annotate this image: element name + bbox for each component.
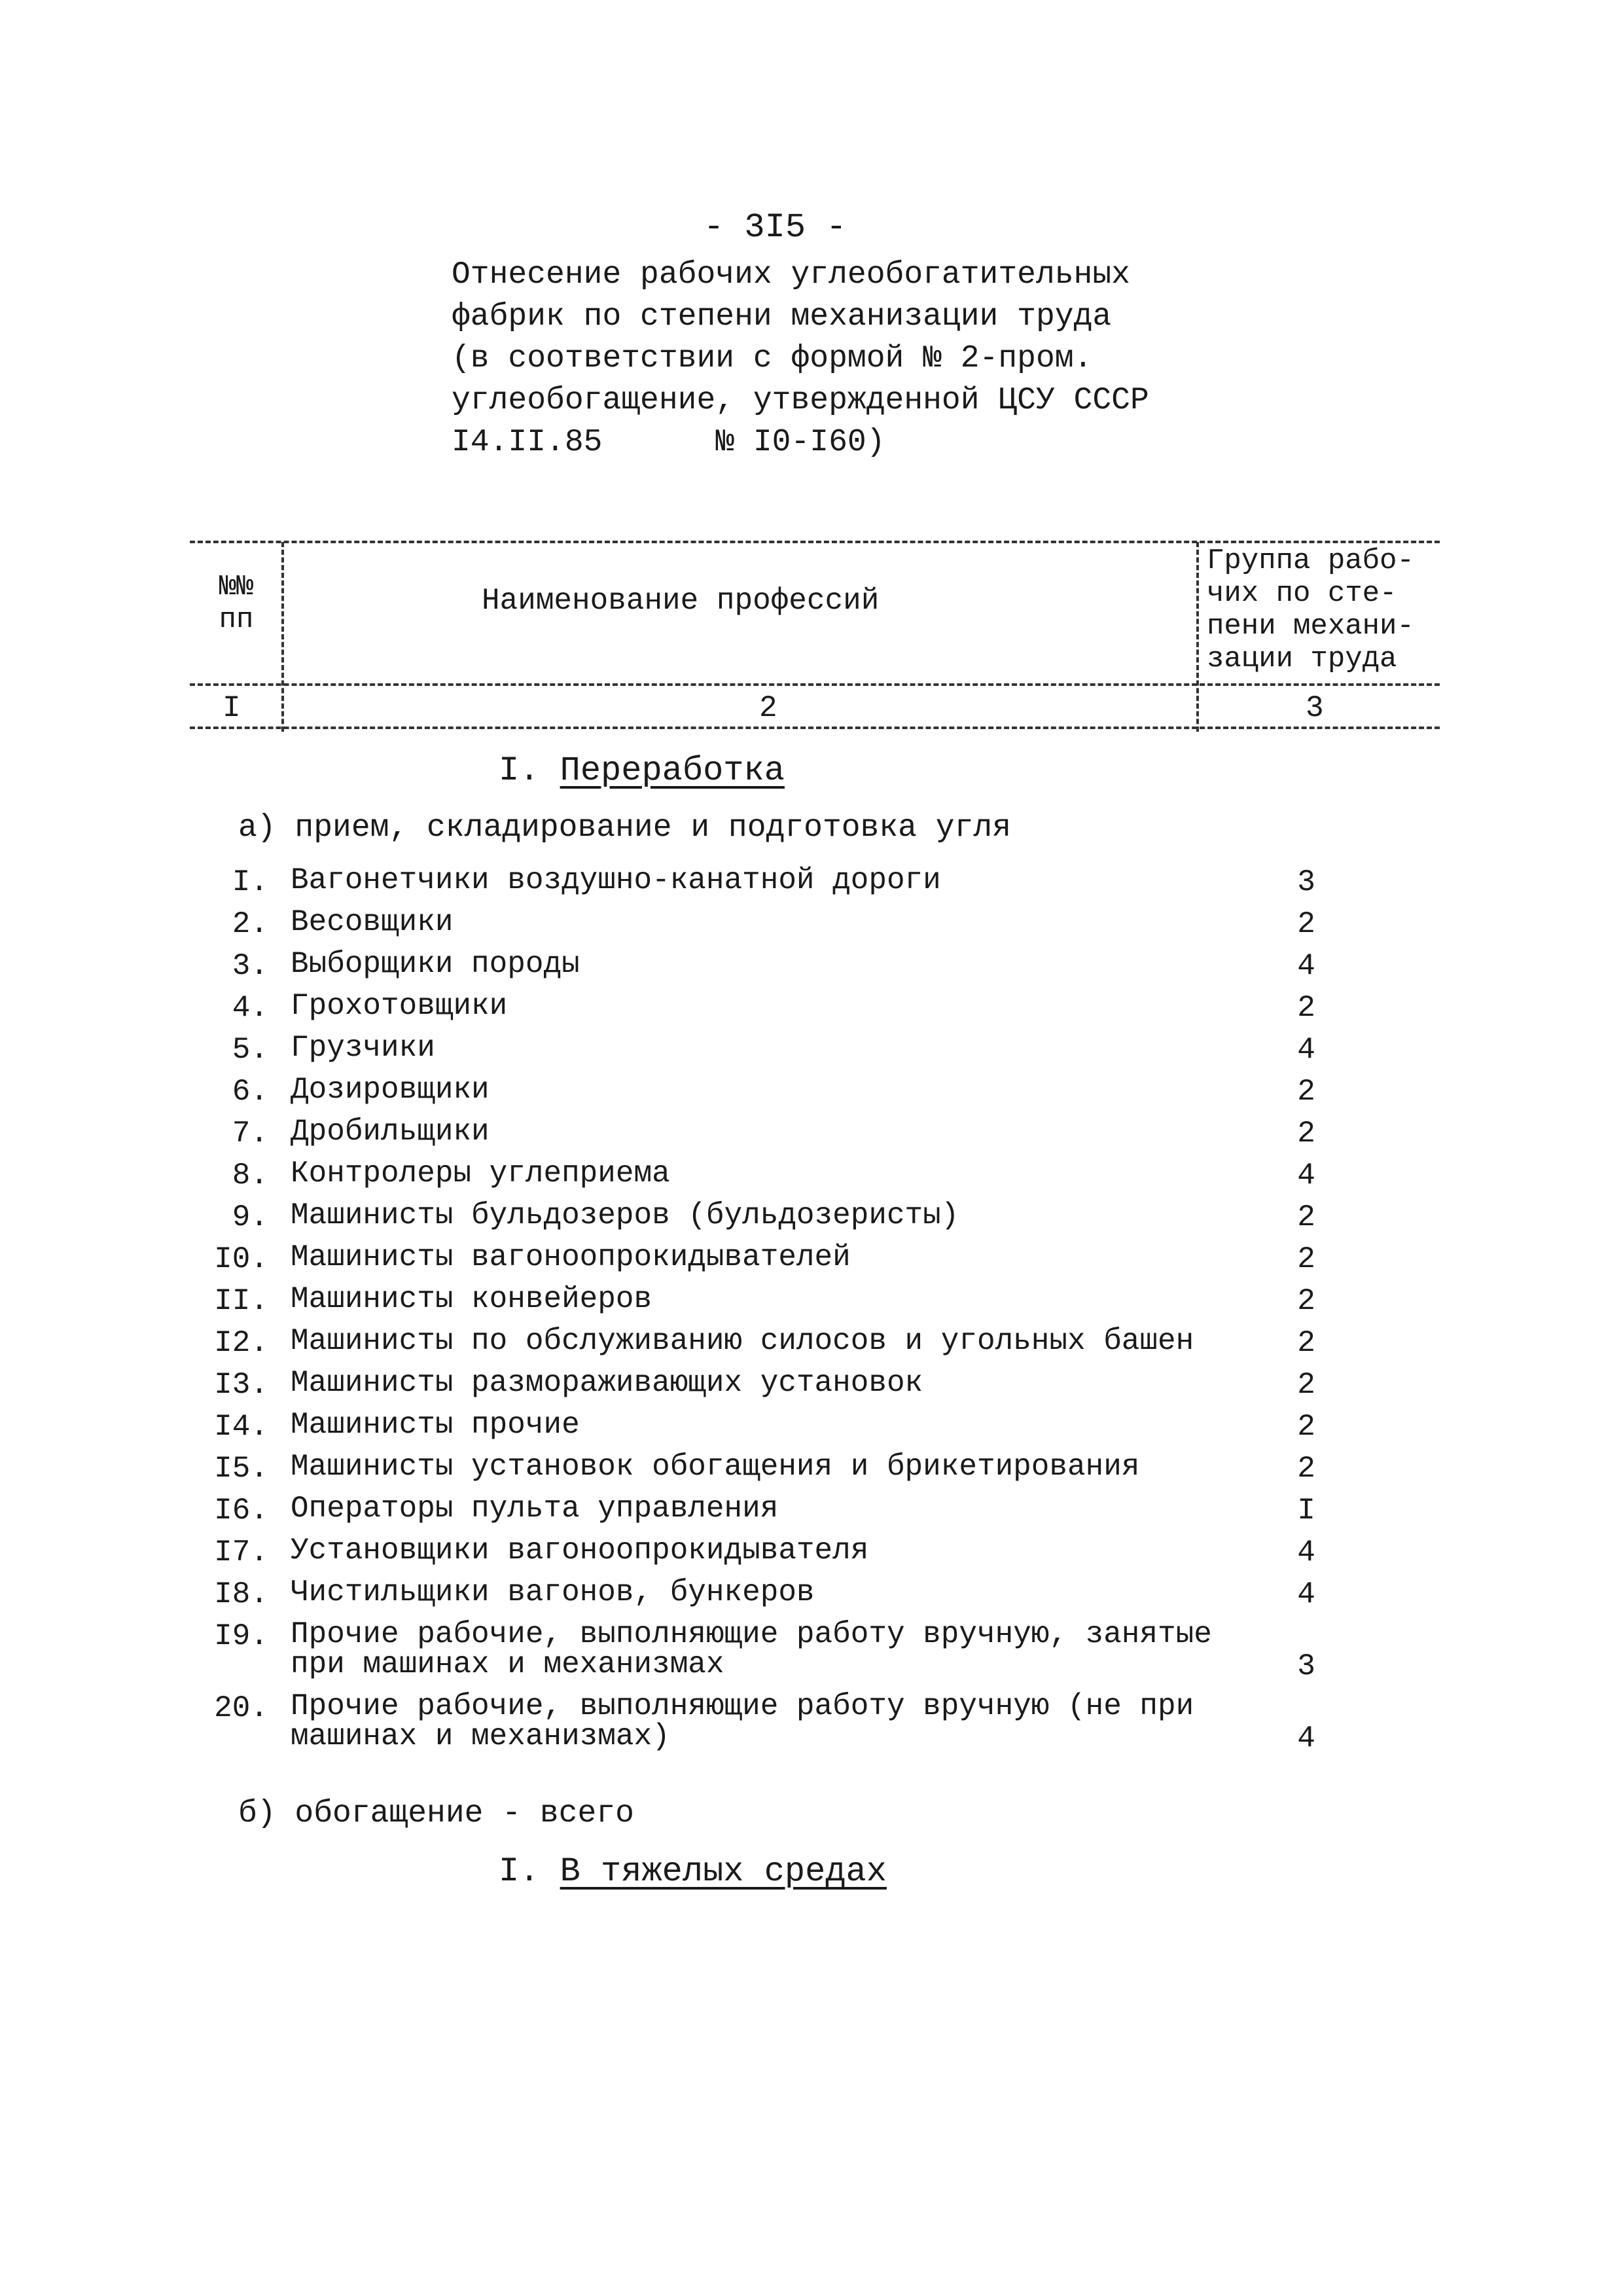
row-profession-name: Машинисты размораживающих установок (291, 1366, 923, 1400)
row-number: I9. (214, 1619, 268, 1653)
row-group-value: I (1297, 1494, 1315, 1528)
title-line-5: I4.II.85 № I0-I60) (452, 425, 885, 460)
row-group-value: 2 (1297, 907, 1315, 941)
row-group-value: 3 (1297, 865, 1315, 899)
row-number: I6. (214, 1494, 268, 1528)
row-number: I2. (214, 1326, 268, 1360)
row-group-value: 2 (1297, 1410, 1315, 1444)
section1-title: Переработка (560, 751, 785, 790)
row-group-value: 2 (1297, 1075, 1315, 1109)
section2-heading (499, 1852, 887, 1891)
row-profession-name: Машинисты прочие (291, 1408, 580, 1442)
row-profession-name: Машинисты по обслуживанию силосов и угольных башен (291, 1324, 1194, 1358)
row-profession-name: Установщики вагоноопрокидывателя (291, 1534, 869, 1568)
header-divider-1 (281, 542, 284, 732)
row-profession-name: Весовщики (291, 905, 454, 939)
row-profession-name: Грохотовщики (291, 989, 508, 1023)
row-number: 5. (232, 1033, 268, 1067)
row-profession-name: Операторы пульта управления (291, 1492, 779, 1526)
row-number: I0. (214, 1242, 268, 1276)
title-line-3: (в соответствии с формой № 2-пром. (452, 341, 1093, 376)
row-profession-name: Прочие рабочие, выполняющие работу вручную (не при машинах и механизмах) (291, 1689, 1194, 1753)
row-group-value: 4 (1297, 1577, 1315, 1611)
row-number: 2. (232, 907, 268, 941)
row-number: I3. (214, 1368, 268, 1402)
row-profession-name: Машинисты бульдозеров (бульдозеристы) (291, 1198, 959, 1232)
title-line-4: углеобогащение, утвержденной ЦСУ СССР (452, 383, 1149, 418)
column-number-1: I (223, 691, 241, 725)
row-number: I8. (214, 1577, 268, 1611)
header-col-number: №№ пп (219, 571, 254, 636)
row-number: 4. (232, 991, 268, 1025)
column-number-3: 3 (1306, 691, 1324, 725)
row-number: 8. (232, 1158, 268, 1193)
row-profession-name: Машинисты вагоноопрокидывателей (291, 1240, 851, 1274)
row-group-value: 2 (1297, 991, 1315, 1025)
header-bottom-rule (190, 726, 1440, 729)
row-group-value: 3 (1297, 1649, 1315, 1683)
header-col-group: Группа рабо- чих по сте- пени механи- зации труда (1207, 545, 1414, 675)
row-number: 9. (232, 1200, 268, 1234)
row-number: II. (214, 1284, 268, 1318)
row-profession-name: Прочие рабочие, выполняющие работу вручную, занятые при машинах и механизмах (291, 1617, 1212, 1681)
row-group-value: 4 (1297, 1721, 1315, 1755)
row-number: 20. (214, 1691, 268, 1725)
row-group-value: 2 (1297, 1117, 1315, 1151)
row-group-value: 2 (1297, 1368, 1315, 1402)
row-profession-name: Машинисты установок обогащения и брикетирования (291, 1450, 1140, 1484)
row-number: 3. (232, 949, 268, 983)
row-group-value: 2 (1297, 1452, 1315, 1486)
row-group-value: 2 (1297, 1326, 1315, 1360)
title-line-1: Отнесение рабочих углеобогатительных (452, 257, 1130, 293)
section1-heading (499, 751, 785, 790)
row-number: I. (232, 865, 268, 899)
row-group-value: 4 (1297, 1158, 1315, 1193)
header-col-name: Наименование профессий (482, 584, 880, 618)
column-number-2: 2 (759, 691, 777, 725)
subsection-b: б) обогащение - всего (238, 1796, 634, 1831)
title-line-2: фабрик по степени механизации труда (452, 299, 1112, 334)
header-mid-rule (190, 683, 1440, 686)
subsection-a: а) прием, складирование и подготовка угля (238, 810, 1011, 846)
row-number: 6. (232, 1075, 268, 1109)
row-number: I4. (214, 1410, 268, 1444)
row-profession-name: Контролеры углеприема (291, 1157, 670, 1191)
row-profession-name: Выборщики породы (291, 947, 580, 981)
header-top-rule (190, 541, 1440, 543)
row-profession-name: Грузчики (291, 1031, 435, 1065)
row-group-value: 2 (1297, 1284, 1315, 1318)
row-profession-name: Дозировщики (291, 1073, 490, 1107)
row-number: I7. (214, 1535, 268, 1570)
row-profession-name: Вагонетчики воздушно-канатной дороги (291, 863, 941, 897)
row-profession-name: Машинисты конвейеров (291, 1282, 652, 1316)
row-group-value: 4 (1297, 1033, 1315, 1067)
row-profession-name: Чистильщики вагонов, бункеров (291, 1575, 815, 1609)
row-group-value: 4 (1297, 1535, 1315, 1570)
row-profession-name: Дробильщики (291, 1115, 490, 1149)
row-number: I5. (214, 1452, 268, 1486)
section2-number: I. (499, 1852, 540, 1891)
row-number: 7. (232, 1117, 268, 1151)
row-group-value: 2 (1297, 1200, 1315, 1234)
header-divider-2 (1196, 542, 1199, 732)
row-group-value: 2 (1297, 1242, 1315, 1276)
section2-title: В тяжелых средах (560, 1852, 887, 1891)
row-group-value: 4 (1297, 949, 1315, 983)
section1-number: I. (499, 751, 540, 790)
page-number: - 3I5 - (704, 208, 847, 247)
